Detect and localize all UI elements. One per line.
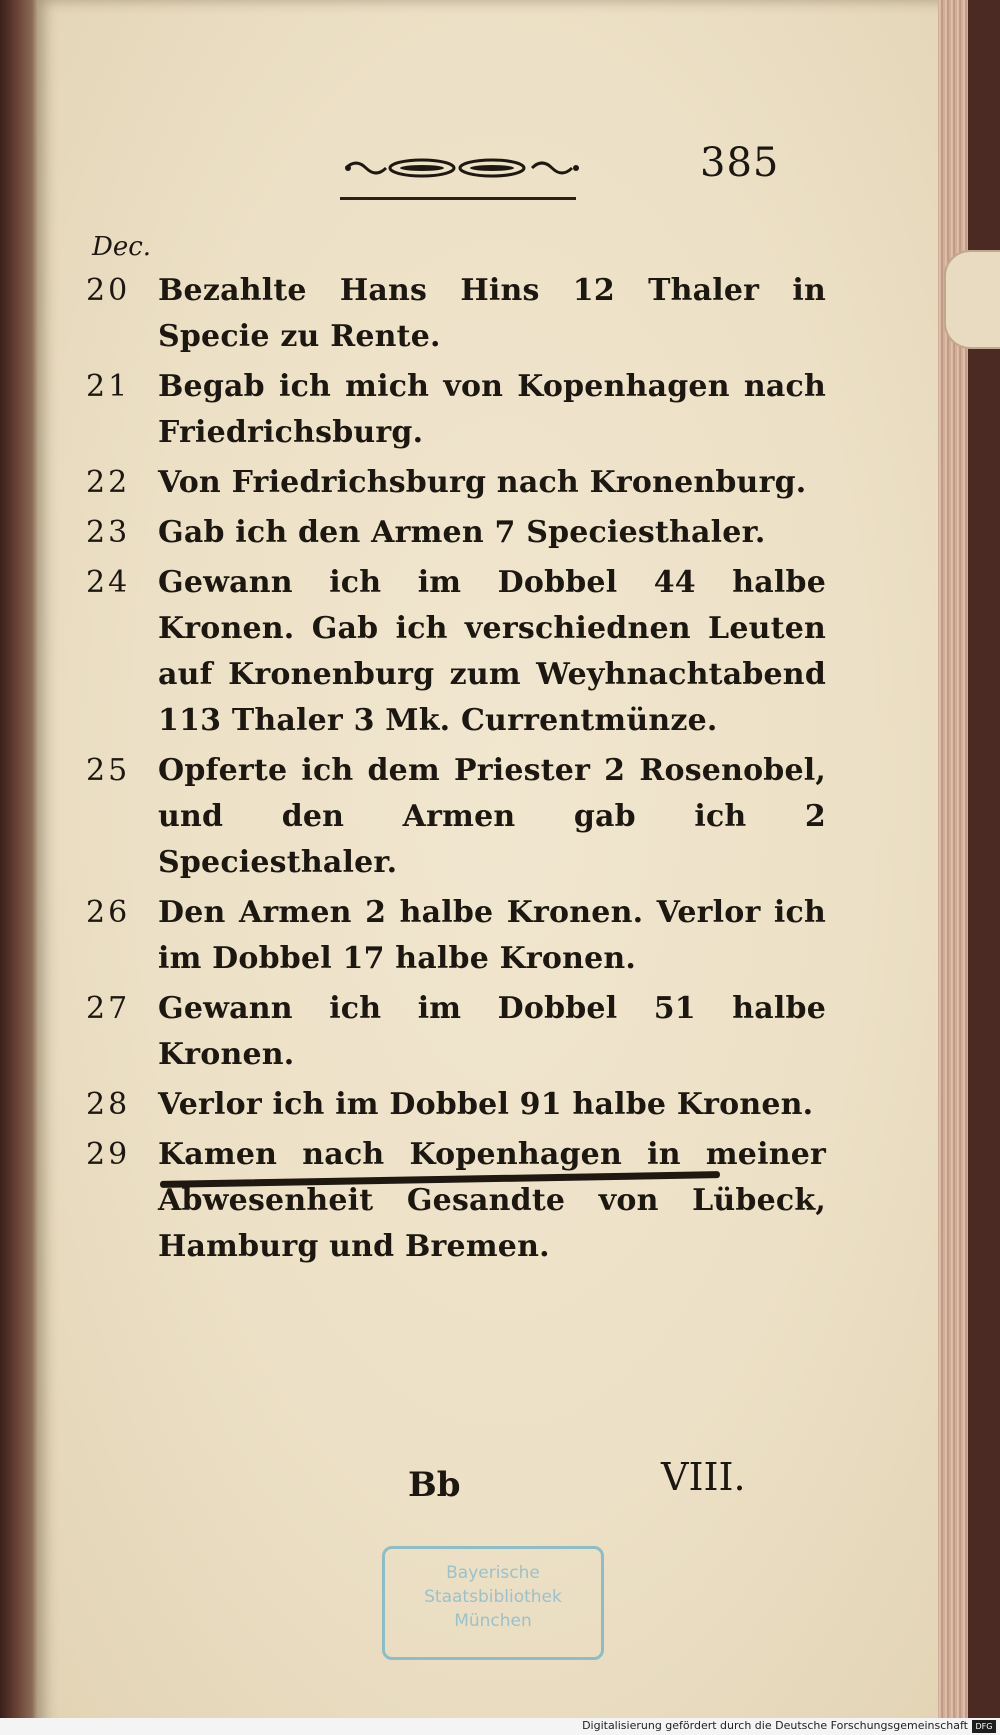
- entry-day: 24: [86, 565, 131, 600]
- signature-mark: Bb: [408, 1465, 461, 1505]
- book-binding: [0, 0, 40, 1735]
- diary-entry: [86, 748, 826, 886]
- entry-text: Verlor ich im Dobbel 91 halbe Kronen.: [158, 1087, 814, 1122]
- entry-text: Den Armen 2 halbe Kronen. Verlor ich im Dobbel 17 halbe Kronen.: [158, 895, 826, 976]
- entry-day: 27: [86, 991, 131, 1026]
- clasp-tab: [944, 250, 1000, 349]
- stamp-line: Staatsbibliothek: [424, 1587, 562, 1607]
- entry-text: Von Friedrichsburg nach Kronenburg.: [158, 465, 807, 500]
- entry-day: 28: [86, 1087, 131, 1122]
- diary-entry: [86, 510, 826, 556]
- diary-entry: [86, 1132, 826, 1270]
- diary-entry: [86, 460, 826, 506]
- digitization-credit: Digitalisierung gefördert durch die Deutsche Forschungsgemeinschaft: [582, 1719, 968, 1732]
- entry-text: Begab ich mich von Kopenhagen nach Friedrichsburg.: [158, 369, 826, 450]
- entry-text: Kamen nach Kopenhagen in meiner Abwesenheit Gesandte von Lübeck, Hamburg und Bremen.: [158, 1137, 826, 1264]
- diary-entry: [86, 268, 826, 360]
- stamp-line: München: [454, 1611, 532, 1631]
- entry-day: 21: [86, 369, 131, 404]
- catchword: VIII.: [661, 1455, 746, 1499]
- entry-day: 25: [86, 753, 131, 788]
- diary-entries: [86, 268, 826, 1274]
- diary-entry: [86, 1082, 826, 1128]
- header-rule: [340, 197, 576, 200]
- entry-text: Opferte ich dem Priester 2 Rosenobel, und den Armen gab ich 2 Speciesthaler.: [158, 753, 826, 880]
- entry-text: Gewann ich im Dobbel 44 halbe Kronen. Gab ich verschiednen Leuten auf Kronenburg zum Weyhnachtabend 113 Thaler 3 Mk. Currentmünze.: [158, 565, 826, 738]
- entry-day: 20: [86, 273, 131, 308]
- diary-entry: [86, 890, 826, 982]
- header-ornament: [342, 148, 582, 188]
- diary-entry: [86, 364, 826, 456]
- entry-day: 26: [86, 895, 131, 930]
- entry-text: Gewann ich im Dobbel 51 halbe Kronen.: [158, 991, 826, 1072]
- stamp-line: Bayerische: [446, 1563, 540, 1583]
- library-stamp: [382, 1546, 604, 1660]
- month-label: Dec.: [92, 232, 152, 262]
- entry-text: Gab ich den Armen 7 Speciesthaler.: [158, 515, 766, 550]
- page-number: 385: [700, 140, 780, 186]
- diary-entry: [86, 986, 826, 1078]
- diary-entry: [86, 560, 826, 744]
- entry-text: Bezahlte Hans Hins 12 Thaler in Specie zu Rente.: [158, 273, 826, 354]
- dfg-logo-icon: DFG: [972, 1720, 996, 1733]
- entry-day: 29: [86, 1137, 131, 1172]
- entry-day: 23: [86, 515, 131, 550]
- entry-day: 22: [86, 465, 131, 500]
